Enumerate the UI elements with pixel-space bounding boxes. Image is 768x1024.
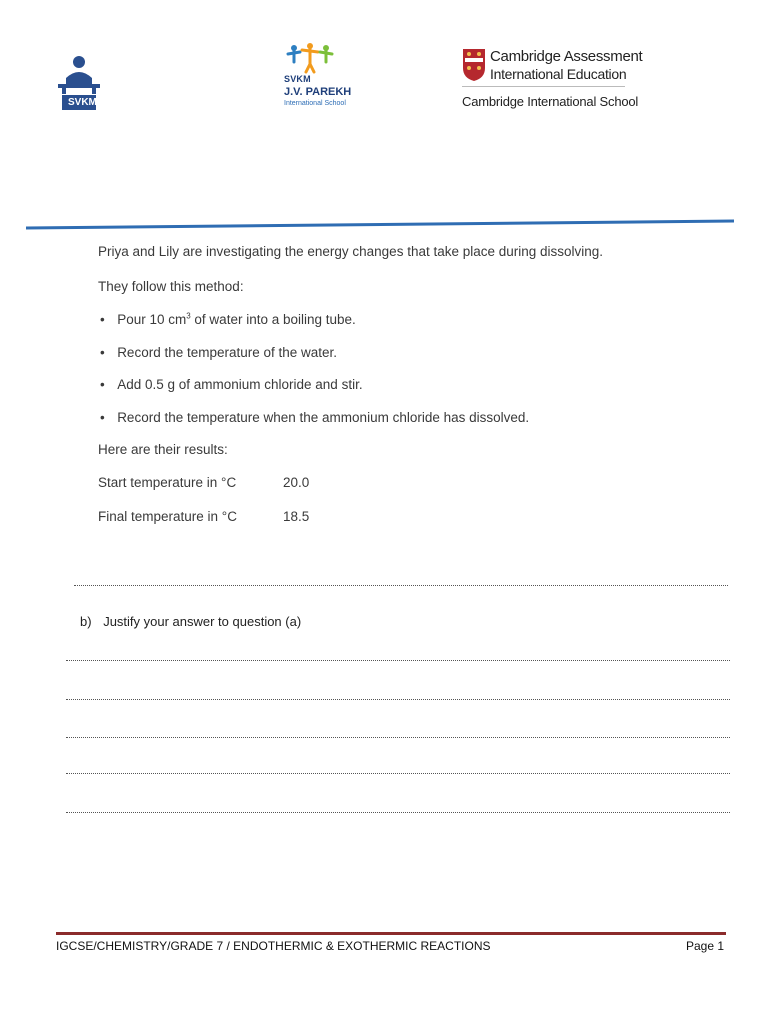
bullet-icon: •	[100, 345, 105, 360]
bullet-icon: •	[100, 377, 105, 392]
method-step-4	[100, 409, 529, 427]
bullet-icon: •	[100, 312, 105, 327]
result-label: Start temperature in °C	[98, 475, 237, 490]
method-intro: They follow this method:	[98, 279, 244, 294]
jv-parekh-logo	[282, 42, 354, 114]
cambridge-divider	[462, 86, 625, 87]
answer-line-b[interactable]	[66, 773, 730, 774]
method-step-2	[100, 344, 337, 362]
method-step-text: Add 0.5 g of ammonium chloride and stir.	[117, 377, 363, 392]
method-step-1	[100, 311, 356, 329]
part-b-label: b)	[80, 614, 92, 629]
footer-course-label: IGCSE/CHEMISTRY/GRADE 7 / ENDOTHERMIC & EXOTHERMIC REACTIONS	[56, 939, 491, 953]
page-number: Page 1	[686, 939, 725, 953]
answer-line-b[interactable]	[66, 737, 730, 738]
answer-line-a[interactable]	[74, 585, 728, 586]
answer-line-b[interactable]	[66, 812, 730, 813]
result-value: 20.0	[283, 475, 310, 490]
result-value: 18.5	[283, 509, 310, 524]
result-label: Final temperature in °C	[98, 509, 237, 524]
cambridge-shield-icon	[462, 48, 486, 82]
svkm-logo	[54, 52, 104, 112]
cambridge-title-line2: International Education	[490, 66, 627, 82]
figures-emblem-icon	[286, 42, 334, 76]
results-intro: Here are their results:	[98, 442, 228, 457]
bullet-icon: •	[100, 410, 105, 425]
method-step-3	[100, 376, 363, 394]
part-b-text: Justify your answer to question (a)	[103, 614, 302, 629]
header-divider	[26, 218, 734, 230]
jv-parekh-subtitle: International School	[284, 100, 346, 107]
jv-parekh-svkm-text: SVKM	[284, 74, 311, 84]
question-intro: Priya and Lily are investigating the energy changes that take place during dissolving.	[98, 244, 604, 259]
jv-parekh-name: J.V. PAREKH	[284, 86, 352, 98]
footer-divider	[56, 932, 726, 935]
method-step-text: Pour 10 $cm^3$ of water into a boiling tube.	[117, 311, 356, 327]
answer-line-b[interactable]	[66, 699, 730, 700]
method-step-text: Record the temperature when the ammonium chloride has dissolved.	[117, 410, 530, 425]
answer-line-b[interactable]	[66, 660, 730, 661]
method-step-text: Record the temperature of the water.	[117, 345, 338, 360]
cambridge-title-line1: Cambridge Assessment	[490, 48, 643, 65]
svkm-logo-text: SVKM	[68, 97, 97, 108]
part-b-question	[80, 614, 301, 629]
cambridge-school-label: Cambridge International School	[462, 94, 639, 109]
